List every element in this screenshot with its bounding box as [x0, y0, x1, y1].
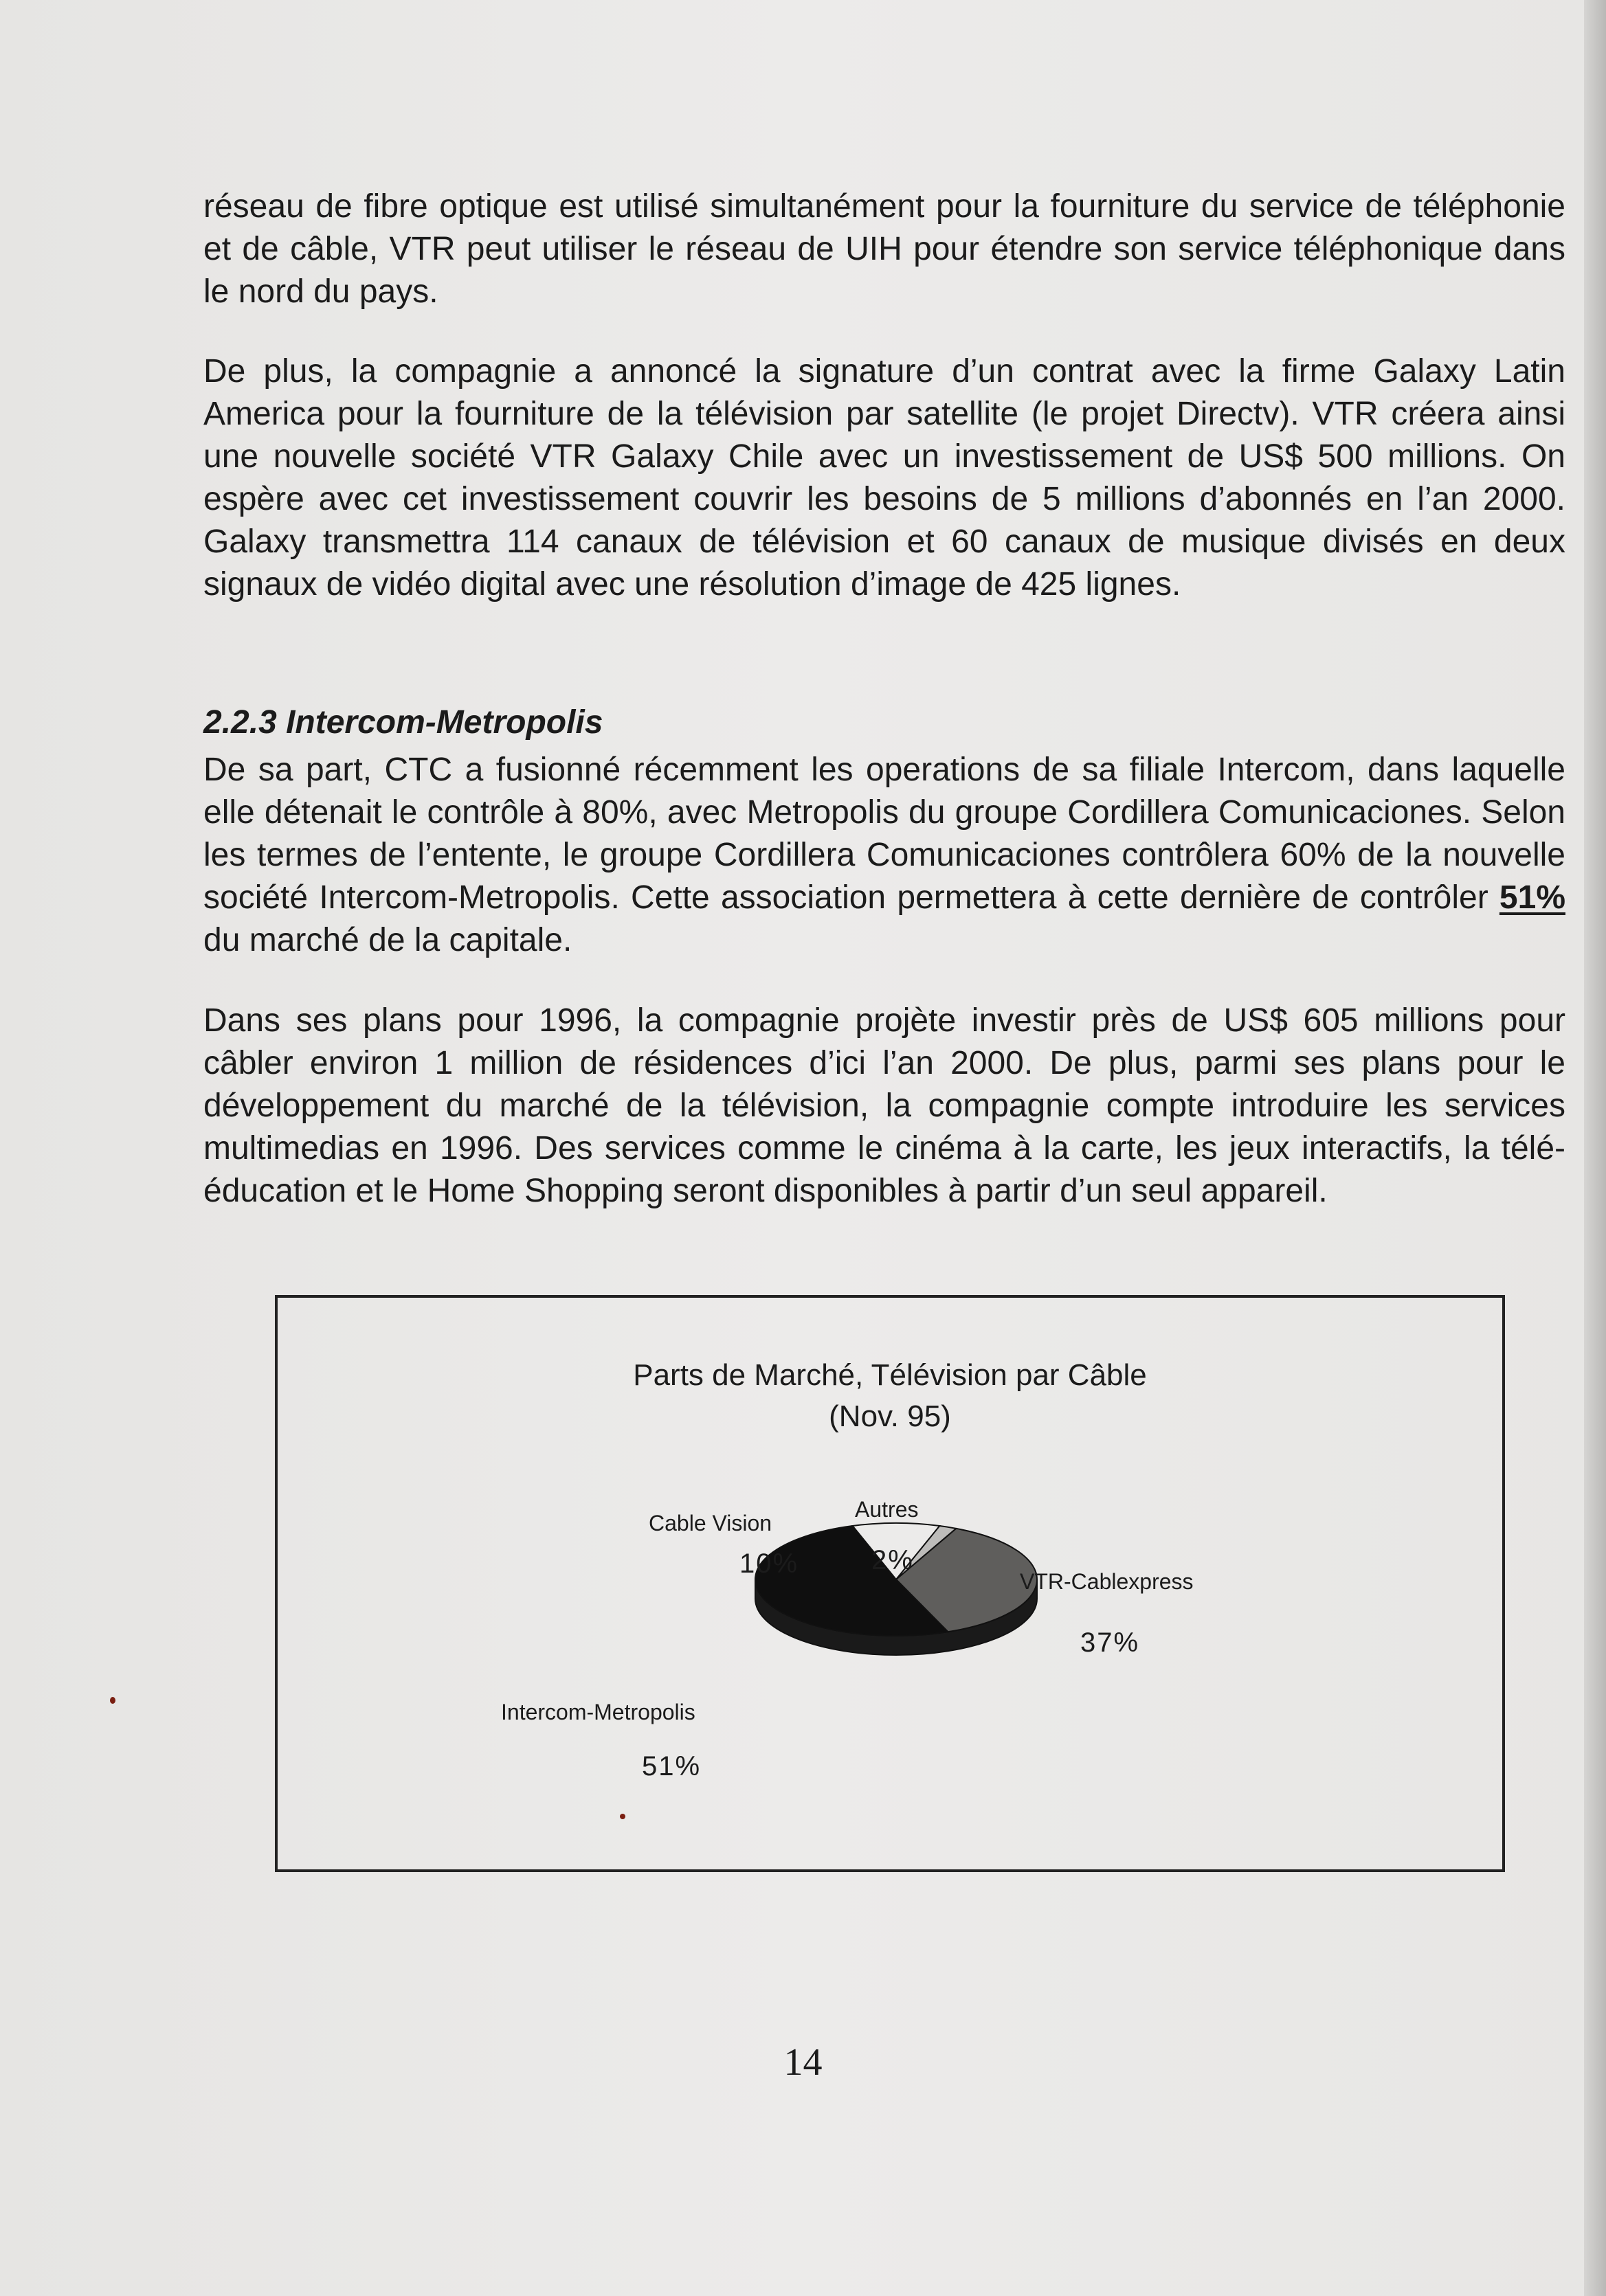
- label-autres: Autres: [855, 1497, 919, 1522]
- value-intercom-metropolis: 51%: [642, 1751, 702, 1781]
- scan-speck: [110, 1697, 115, 1704]
- value-vtr-cablexpress: 37%: [1080, 1628, 1140, 1658]
- scan-speck: [620, 1814, 625, 1819]
- label-intercom-metropolis: Intercom-Metropolis: [501, 1700, 695, 1724]
- paragraph-2-text: De plus, la compagnie a annoncé la signature d’un contrat avec la firme Galaxy Latin America pour la fourniture de la télévision par satellite (le projet Directv). VTR créera ainsi une nouvelle société VTR Galaxy Chile avec un investissement de US$ 500 millions. On espère avec cet investissement couvrir les besoins de 5 millions d’abonnés en l’an 2000. Galaxy transmettra 114 canaux de télévision et 60 canaux de musique divisés en deux signaux de vidéo digital avec une résolution d’image de 425 lignes.: [203, 353, 1565, 603]
- page-number: 14: [783, 2041, 823, 2084]
- underlined-share: 51%: [1499, 879, 1565, 916]
- paragraph-2: [203, 350, 1565, 606]
- chart-title: Parts de Marché, Télévision par Câble: [633, 1358, 1147, 1392]
- section-heading: 2.2.3 Intercom-Metropolis: [203, 704, 603, 741]
- paragraph-1-text: réseau de fibre optique est utilisé simultanément pour la fourniture du service de téléphonie et de câble, VTR peut utiliser le réseau de UIH pour étendre son service téléphonique dans le nord du pays.: [203, 188, 1565, 310]
- pie-chart-svg: [278, 1298, 1502, 1869]
- page-edge-shadow: [1584, 0, 1606, 2296]
- paragraph-4-text: Dans ses plans pour 1996, la compagnie projète investir près de US$ 605 millions pour câbler environ 1 million de résidences d’ici l’an 2000. De plus, parmi ses plans pour le développement du marché de la télévision, la compagnie compte introduire les services multimedias en 1996. Des services comme le cinéma à la carte, les jeux interactifs, la télé-éducation et le Home Shopping seront disponibles à partir d’un seul appareil.: [203, 1002, 1565, 1209]
- label-vtr-cablexpress: VTR-Cablexpress: [1020, 1569, 1194, 1594]
- paragraph-3-text: [203, 749, 1565, 962]
- paragraph-3-part-2: du marché de la capitale.: [203, 922, 572, 958]
- chart-subtitle: (Nov. 95): [829, 1399, 951, 1433]
- paragraph-3-part-1: De sa part, CTC a fusionné récemment les operations de sa filiale Intercom, dans laquelle elle détenait le contrôle à 80%, avec Metropolis du groupe Cordillera Comunicaciones. Selon les termes de l’entente, le groupe Cordillera Comunicaciones contrôlera 60% de la nouvelle société Intercom-Metropolis. Cette association permettera à cette dernière de contrôler: [203, 752, 1565, 916]
- value-autres: 2%: [871, 1545, 914, 1575]
- label-cable-vision: Cable Vision: [649, 1511, 772, 1535]
- pie-chart-figure: [275, 1295, 1505, 1872]
- paragraph-4: [203, 1000, 1565, 1213]
- value-cable-vision: 10%: [739, 1549, 799, 1579]
- paragraph-1: [203, 185, 1565, 313]
- paragraph-3: [203, 749, 1565, 962]
